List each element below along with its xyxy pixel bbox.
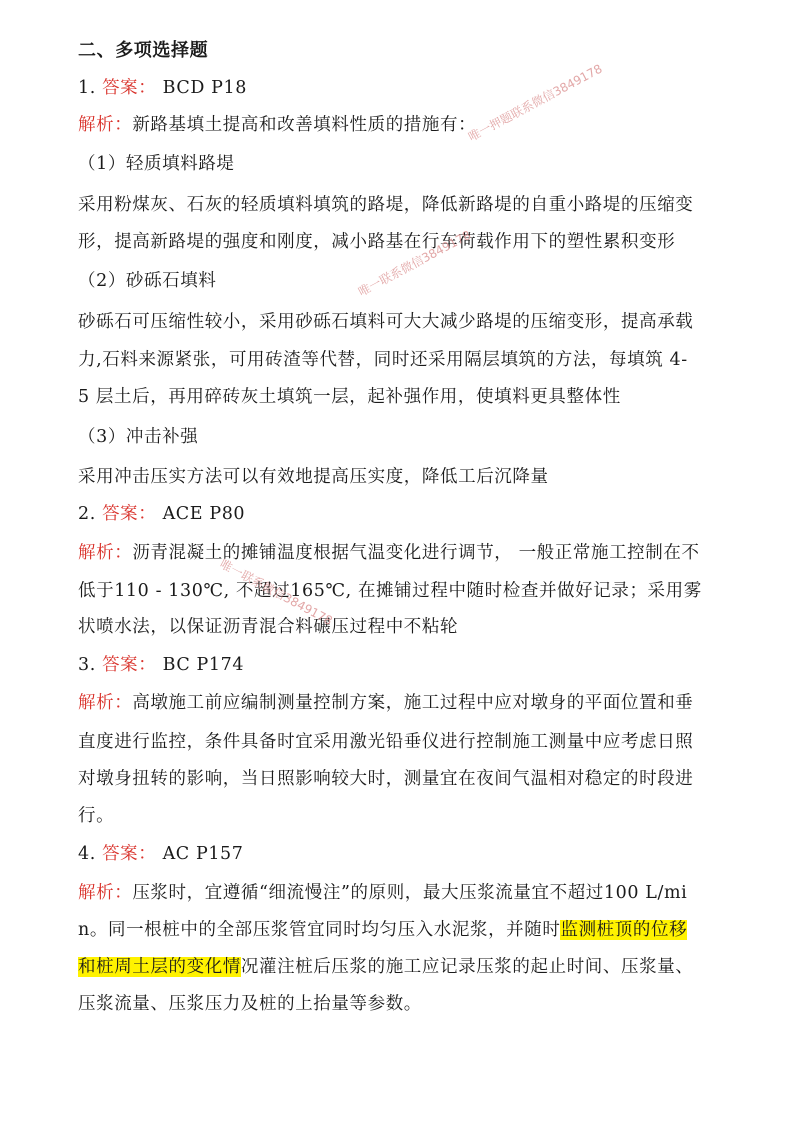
watermark: 唯一联系微信3849178: [217, 556, 335, 629]
q4-line4: 压浆流量、压浆压力及桩的上抬量等参数。: [78, 994, 422, 1014]
q2-line3: 状喷水法，以保证沥青混合料碾压过程中不粘轮: [78, 617, 459, 637]
q1-answer-line: [78, 75, 738, 101]
analysis-label: 解析：: [78, 883, 133, 903]
q1-sub3-line1: 采用冲击压实方法可以有效地提高压实度，降低工后沉降量: [78, 467, 549, 487]
q3-analysis-text: 高墩施工前应编制测量控制方案，施工过程中应对墩身的平面位置和垂: [132, 693, 694, 713]
q4-number: 4.: [78, 844, 96, 864]
q1-answer: BCD P18: [162, 78, 247, 98]
answer-label: 答案：: [102, 844, 157, 864]
q2-analysis: [78, 540, 738, 566]
q4-answer-line: [78, 841, 738, 867]
highlighted-text: 监测桩顶的位移: [560, 920, 688, 940]
q4-analysis: [78, 880, 738, 906]
watermark: 唯一联系微信3849178: [355, 227, 474, 300]
answer-label: 答案：: [102, 78, 157, 98]
q1-sub2-line3: 5 层土后，再用碎砖灰土填筑一层，起补强作用，使填料更具整体性: [78, 387, 621, 407]
q2-number: 2.: [78, 504, 96, 524]
q1-sub3-title: （3）冲击补强: [78, 427, 199, 447]
q1-analysis: [78, 112, 738, 138]
q1-analysis-text: 新路基填土提高和改善填料性质的措施有：: [132, 115, 477, 135]
q1-sub2-line1: 砂砾石可压缩性较小，采用砂砾石填料可大大减少路堤的压缩变形，提高承载: [78, 312, 694, 332]
q3-analysis: [78, 690, 738, 716]
q3-line2: 直度进行监控，条件具备时宜采用激光铅垂仪进行控制施工测量中应考虑日照: [78, 732, 694, 752]
q2-analysis-text: 沥青混凝土的摊铺温度根据气温变化进行调节， 一般正常施工控制在不: [132, 543, 700, 563]
q4-line2-text: n。同一根桩中的全部压浆管宜同时均匀压入水泥浆，并随时: [78, 920, 561, 940]
q2-line2: 低于110 - 130℃, 不超过165℃, 在摊铺过程中随时检查并做好记录；采用雾: [78, 581, 702, 601]
q4-line3: [78, 954, 738, 980]
watermark: 唯一押题联系微信3849178: [465, 61, 605, 145]
analysis-label: 解析：: [78, 115, 133, 135]
analysis-label: 解析：: [78, 693, 133, 713]
q4-line2: [78, 917, 738, 943]
q4-answer: AC P157: [162, 844, 244, 864]
q3-answer: BC P174: [162, 655, 245, 675]
analysis-label: 解析：: [78, 543, 133, 563]
q4-analysis-text: 压浆时，宜遵循“细流慢注”的原则，最大压浆流量宜不超过100 L/mi: [132, 883, 688, 903]
q3-line3: 对墩身扭转的影响，当日照影响较大时，测量宜在夜间气温相对稳定的时段进: [78, 769, 694, 789]
answer-label: 答案：: [102, 504, 157, 524]
q1-sub1-line2: 形，提高新路堤的强度和刚度，减小路基在行车荷载作用下的塑性累积变形: [78, 232, 676, 252]
q3-line4: 行。: [78, 806, 115, 826]
q1-sub2-line2: 力,石料来源紧张，可用砖渣等代替，同时还采用隔层填筑的方法，每填筑 4-: [78, 350, 688, 370]
section-title: 二、多项选择题: [78, 40, 209, 61]
q1-number: 1.: [78, 78, 96, 98]
q4-line3-text: 况灌注桩后压浆的施工应记录压浆的起止时间、压浆量、: [240, 957, 694, 977]
answer-label: 答案：: [102, 655, 157, 675]
q2-answer: ACE P80: [162, 504, 246, 524]
q1-sub1-title: （1）轻质填料路堤: [78, 154, 235, 174]
highlighted-text: 和桩周土层的变化情: [78, 957, 241, 977]
q1-sub1-line1: 采用粉煤灰、石灰的轻质填料填筑的路堤，降低新路堤的自重小路堤的压缩变: [78, 195, 694, 215]
q3-number: 3.: [78, 655, 96, 675]
q3-answer-line: [78, 652, 738, 678]
q2-answer-line: [78, 501, 738, 527]
q1-sub2-title: （2）砂砾石填料: [78, 271, 217, 291]
